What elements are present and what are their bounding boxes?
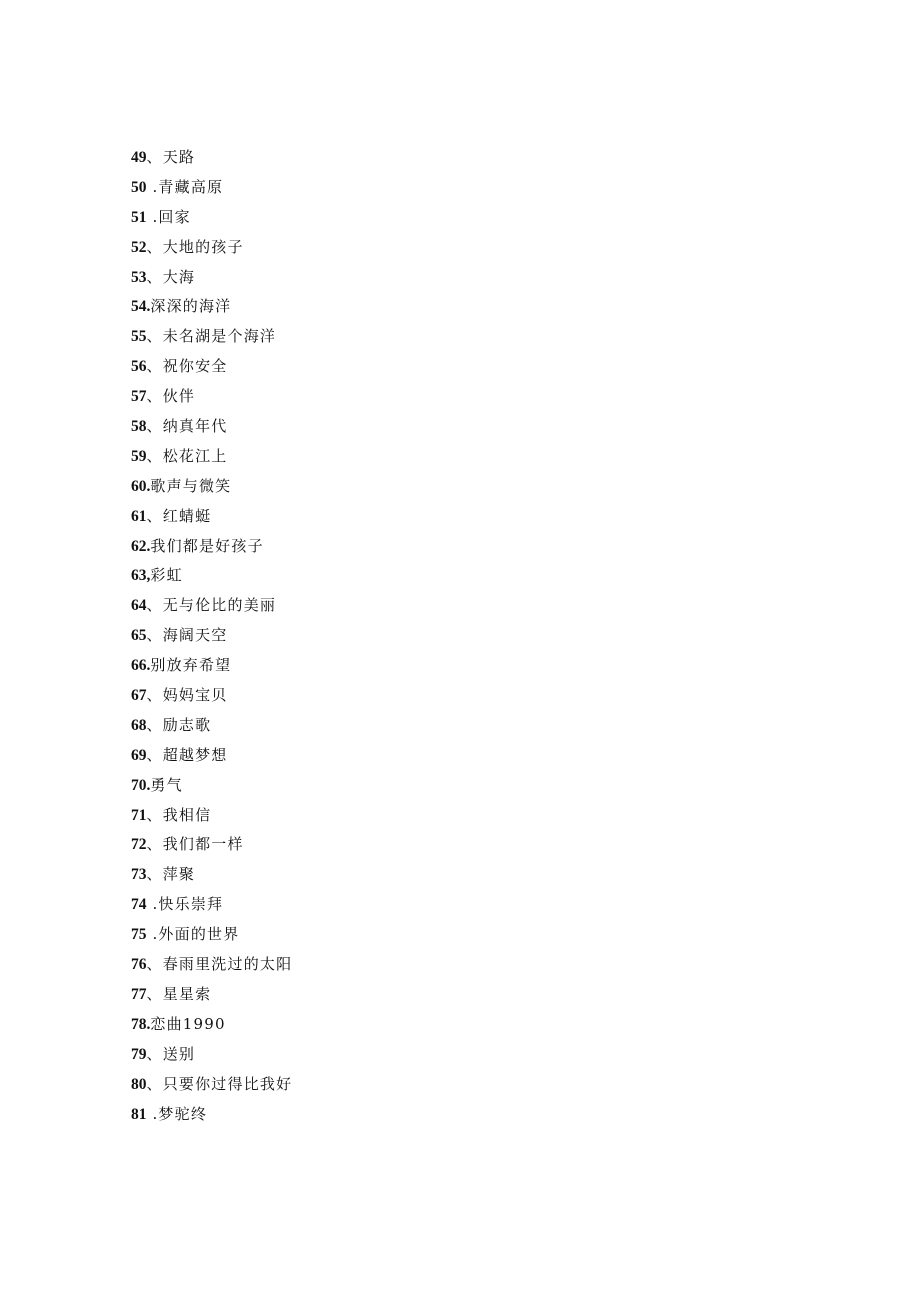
list-item <box>131 382 292 412</box>
song-title: .快乐崇拜 <box>146 895 224 914</box>
song-number: 60. <box>131 477 151 495</box>
song-number: 78. <box>131 1015 151 1033</box>
list-item <box>131 1040 292 1070</box>
list-item <box>131 980 292 1010</box>
song-title: 、天路 <box>146 148 196 166</box>
song-title: .梦驼终 <box>146 1104 208 1123</box>
song-number: 57 <box>131 388 147 406</box>
list-item <box>131 322 292 352</box>
song-title: 、超越梦想 <box>146 745 228 764</box>
song-number: 59 <box>131 447 147 465</box>
list-item <box>131 352 292 382</box>
song-number: 56 <box>131 358 147 376</box>
list-item <box>131 681 292 711</box>
list-item <box>131 532 292 562</box>
song-number: 77 <box>131 985 147 1003</box>
list-item <box>131 561 292 591</box>
list-item <box>131 502 292 532</box>
list-item <box>131 1010 292 1040</box>
list-item <box>131 1100 292 1130</box>
song-number: 80 <box>131 1075 147 1093</box>
song-title: 、无与伦比的美丽 <box>146 596 277 615</box>
song-number: 71 <box>131 806 147 824</box>
song-title: 、春雨里洗过的太阳 <box>146 955 293 974</box>
list-item <box>131 292 292 322</box>
list-item <box>131 173 292 203</box>
list-item <box>131 621 292 651</box>
song-number: 70. <box>131 776 151 794</box>
list-item <box>131 203 292 233</box>
song-number: 75 <box>131 926 147 944</box>
song-number: 64 <box>131 597 147 615</box>
list-item <box>131 830 292 860</box>
song-title: 、送别 <box>146 1044 196 1063</box>
list-item <box>131 890 292 920</box>
song-title: 彩虹 <box>150 566 183 585</box>
song-title: 、伙伴 <box>146 387 196 406</box>
list-item <box>131 771 292 801</box>
list-item <box>131 472 292 502</box>
song-title: 、只要你过得比我好 <box>146 1074 293 1093</box>
song-number: 81 <box>131 1105 147 1123</box>
song-number: 69 <box>131 746 147 764</box>
song-number: 79 <box>131 1045 147 1063</box>
list-item <box>131 950 292 980</box>
song-number: 52 <box>131 238 147 256</box>
song-number: 67 <box>131 687 147 705</box>
song-number: 76 <box>131 956 147 974</box>
song-number: 53 <box>131 268 147 286</box>
song-title: 别放弃希望 <box>150 656 232 675</box>
song-number: 62. <box>131 537 151 555</box>
song-number: 68 <box>131 716 147 734</box>
song-number: 73 <box>131 866 147 884</box>
list-item <box>131 263 292 293</box>
song-title: 、未名湖是个海洋 <box>146 327 277 346</box>
song-title: 、励志歌 <box>146 715 212 734</box>
song-number: 63, <box>131 567 151 585</box>
song-title: 、大海 <box>146 267 196 286</box>
list-item <box>131 591 292 621</box>
list-item <box>131 412 292 442</box>
list-item <box>131 741 292 771</box>
song-title: 、星星索 <box>146 984 212 1003</box>
song-title: 、祝你安全 <box>146 357 228 376</box>
list-item <box>131 651 292 681</box>
song-number: 51 <box>131 208 147 226</box>
song-number: 49 <box>131 149 147 166</box>
song-title: 、纳真年代 <box>146 417 228 436</box>
list-item <box>131 920 292 950</box>
list-item <box>131 801 292 831</box>
list-item <box>131 233 292 263</box>
song-title: 、我相信 <box>146 805 212 824</box>
list-item <box>131 860 292 890</box>
song-title: 、萍聚 <box>146 865 196 884</box>
song-title: 、我们都一样 <box>146 835 244 854</box>
song-title: 、红蜻蜓 <box>146 506 212 525</box>
song-list <box>131 143 292 1129</box>
song-title: 我们都是好孩子 <box>150 536 264 555</box>
song-number: 66. <box>131 657 151 675</box>
song-title: 、松花江上 <box>146 446 228 465</box>
list-item <box>131 711 292 741</box>
song-title: .青藏高原 <box>146 177 224 196</box>
song-number: 54. <box>131 298 151 316</box>
song-title: 勇气 <box>150 775 183 794</box>
list-item <box>131 442 292 472</box>
song-number: 50 <box>131 178 147 196</box>
song-title: 、大地的孩子 <box>146 237 244 256</box>
list-item <box>131 1070 292 1100</box>
list-item <box>131 143 292 173</box>
song-title: 恋曲1990 <box>150 1014 226 1033</box>
song-title: .外面的世界 <box>146 925 240 944</box>
song-number: 58 <box>131 418 147 436</box>
song-number: 65 <box>131 627 147 645</box>
song-number: 61 <box>131 507 147 525</box>
song-number: 55 <box>131 328 147 346</box>
song-title: .回家 <box>146 207 191 226</box>
song-title: 深深的海洋 <box>150 297 232 316</box>
song-title: 、妈妈宝贝 <box>146 686 228 705</box>
song-title: 、海阔天空 <box>146 626 228 645</box>
song-number: 74 <box>131 896 147 914</box>
song-number: 72 <box>131 836 147 854</box>
song-title: 歌声与微笑 <box>150 476 232 495</box>
